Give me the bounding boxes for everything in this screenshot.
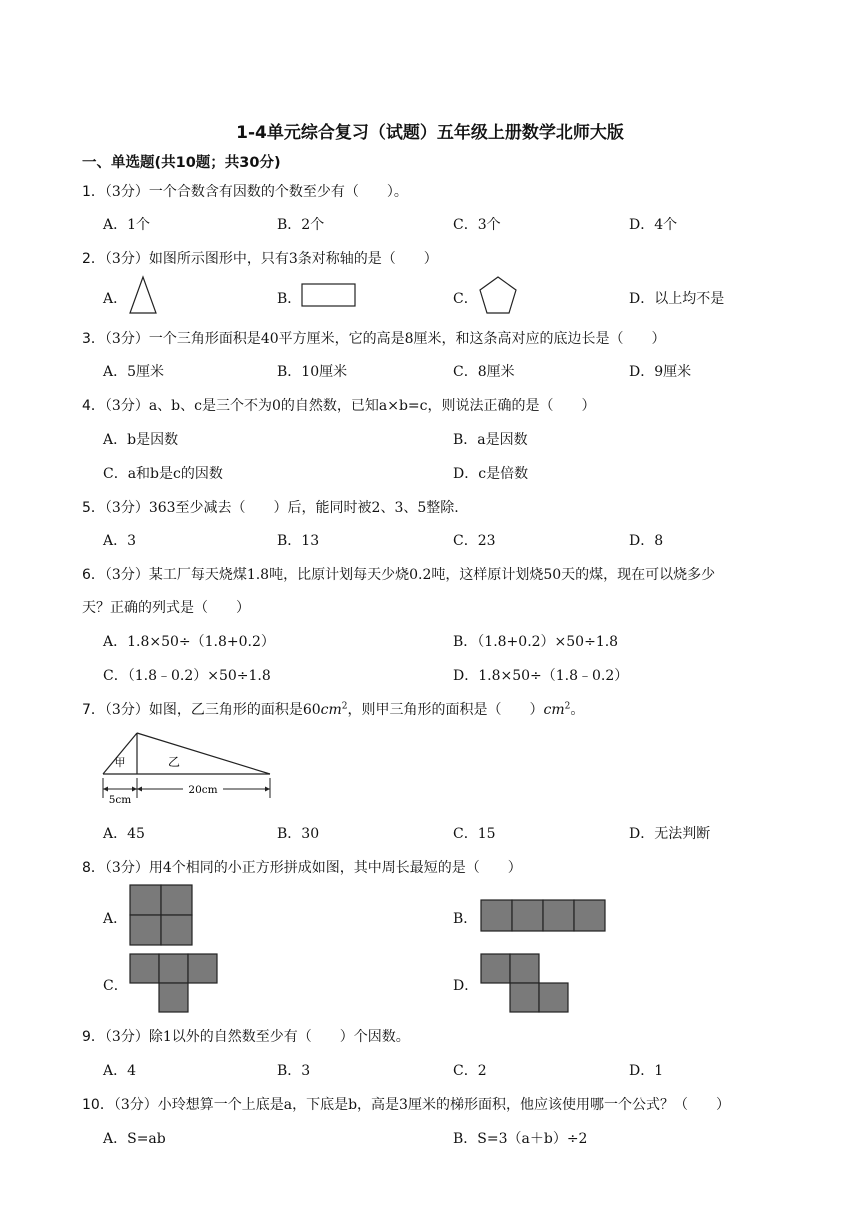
question-text: （3分）某工厂每天烧煤1.8吨，比原计划每天少烧0.2吨，这样原计划烧50天的煤，现在可以烧多少 <box>104 567 716 583</box>
question-number: 5． <box>82 500 105 516</box>
question-text: ，则甲三角形的面积是（ ） <box>347 702 544 718</box>
option-6a[interactable]: A．1.8×50÷（1.8+0.2） <box>103 634 275 650</box>
option-5b[interactable]: B．13 <box>277 533 320 549</box>
question-3 <box>82 328 666 348</box>
question-4 <box>82 395 596 415</box>
question-number: 8． <box>82 860 105 876</box>
option-6d[interactable]: D．1.8×50÷（1.8﹣0.2） <box>453 668 629 684</box>
option-2c[interactable]: C． <box>453 291 478 307</box>
question-number: 4． <box>82 398 105 414</box>
option-6b[interactable]: B．（1.8+0.2）×50÷1.8 <box>453 634 619 650</box>
question-number: 9． <box>82 1029 105 1045</box>
option-1b[interactable]: B．2个 <box>277 217 325 233</box>
option-3a[interactable]: A．5厘米 <box>103 364 165 380</box>
page-title: 1-4单元综合复习（试题）五年级上册数学北师大版 <box>236 123 624 143</box>
unit-cm: cm <box>543 702 565 718</box>
unit-cm: cm <box>320 702 342 718</box>
option-9a[interactable]: A．4 <box>103 1063 137 1079</box>
option-7a[interactable]: A．45 <box>103 826 145 842</box>
question-text: （3分）如图所示图形中，只有3条对称轴的是（ ） <box>104 251 438 267</box>
rectangle-figure <box>300 282 358 309</box>
question-number: 6． <box>82 567 105 583</box>
option-3d[interactable]: D．9厘米 <box>629 364 692 380</box>
label-yi: 乙 <box>167 755 181 769</box>
option-4b[interactable]: B．a是因数 <box>453 432 528 448</box>
question-text: （3分）363至少减去（ ）后，能同时被2、3、5整除. <box>104 500 459 516</box>
option-4d[interactable]: D．c是倍数 <box>453 466 529 482</box>
dim-20cm: 20cm <box>188 784 218 796</box>
option-2a[interactable]: A． <box>103 291 128 307</box>
option-1a[interactable]: A．1个 <box>103 217 151 233</box>
option-10b[interactable]: B．S=3（a＋b）÷2 <box>453 1131 588 1147</box>
question-text: （3分）除1以外的自然数至少有（ ）个因数。 <box>104 1029 410 1045</box>
option-8d[interactable]: D． <box>453 978 479 994</box>
question-5 <box>82 497 459 517</box>
question-6 <box>82 564 715 584</box>
question-number: 2． <box>82 251 105 267</box>
option-1d[interactable]: D．4个 <box>629 217 678 233</box>
question-2 <box>82 248 438 268</box>
triangle-figure <box>128 275 158 315</box>
option-4a[interactable]: A．b是因数 <box>103 432 179 448</box>
square-1x4-figure <box>480 899 608 933</box>
option-7d[interactable]: D．无法判断 <box>629 826 711 842</box>
question-1 <box>82 181 408 201</box>
option-2d[interactable]: D．以上均不是 <box>629 291 725 307</box>
option-7c[interactable]: C．15 <box>453 826 496 842</box>
question-number: 10． <box>82 1097 114 1113</box>
option-10a[interactable]: A．S=ab <box>103 1131 166 1147</box>
question-9 <box>82 1026 410 1046</box>
question-number: 1． <box>82 184 105 200</box>
square-z-figure <box>480 953 572 1015</box>
question-number: 3． <box>82 331 105 347</box>
unit-exponent: 2 <box>564 701 571 712</box>
square-t-figure <box>129 953 221 1015</box>
question-text: 。 <box>570 702 585 718</box>
question-text: （3分）小玲想算一个上底是a，下底是b，高是3厘米的梯形面积，他应该使用哪一个公式？（ ） <box>113 1097 730 1113</box>
question-7 <box>82 699 584 719</box>
option-5d[interactable]: D．8 <box>629 533 664 549</box>
label-jia: 甲 <box>114 756 126 769</box>
triangle-diagram <box>98 728 276 806</box>
option-1c[interactable]: C．3个 <box>453 217 501 233</box>
question-text: （3分）用4个相同的小正方形拼成如图，其中周长最短的是（ ） <box>104 860 522 876</box>
option-3c[interactable]: C．8厘米 <box>453 364 515 380</box>
option-9b[interactable]: B．3 <box>277 1063 311 1079</box>
question-text: （3分）a、b、c是三个不为0的自然数，已知a×b=c，则说法正确的是（ ） <box>104 398 596 414</box>
question-text: （3分）一个三角形面积是40平方厘米，它的高是8厘米，和这条高对应的底边长是（ ） <box>104 331 666 347</box>
option-5c[interactable]: C．23 <box>453 533 496 549</box>
option-8c[interactable]: C． <box>103 978 128 994</box>
option-5a[interactable]: A．3 <box>103 533 137 549</box>
unit-exponent: 2 <box>341 701 348 712</box>
option-6c[interactable]: C．（1.8﹣0.2）×50÷1.8 <box>103 668 271 684</box>
question-8 <box>82 857 522 877</box>
section-heading: 一、单选题(共10题；共30分) <box>82 155 281 171</box>
option-9c[interactable]: C．2 <box>453 1063 487 1079</box>
option-8a[interactable]: A． <box>103 911 128 927</box>
pentagon-figure <box>476 275 520 317</box>
option-8b[interactable]: B． <box>453 911 478 927</box>
question-6-continued: 天？正确的列式是（ ） <box>82 600 250 616</box>
option-2b[interactable]: B． <box>277 291 302 307</box>
option-7b[interactable]: B．30 <box>277 826 320 842</box>
option-9d[interactable]: D．1 <box>629 1063 664 1079</box>
dim-5cm: 5cm <box>108 794 132 806</box>
option-3b[interactable]: B．10厘米 <box>277 364 348 380</box>
question-text: （3分）一个合数含有因数的个数至少有（ ）。 <box>104 184 408 200</box>
option-4c[interactable]: C．a和b是c的因数 <box>103 466 223 482</box>
question-number: 7． <box>82 702 105 718</box>
question-10 <box>82 1094 730 1114</box>
square-2x2-figure <box>129 884 195 948</box>
question-text: （3分）如图，乙三角形的面积是60 <box>104 702 321 718</box>
